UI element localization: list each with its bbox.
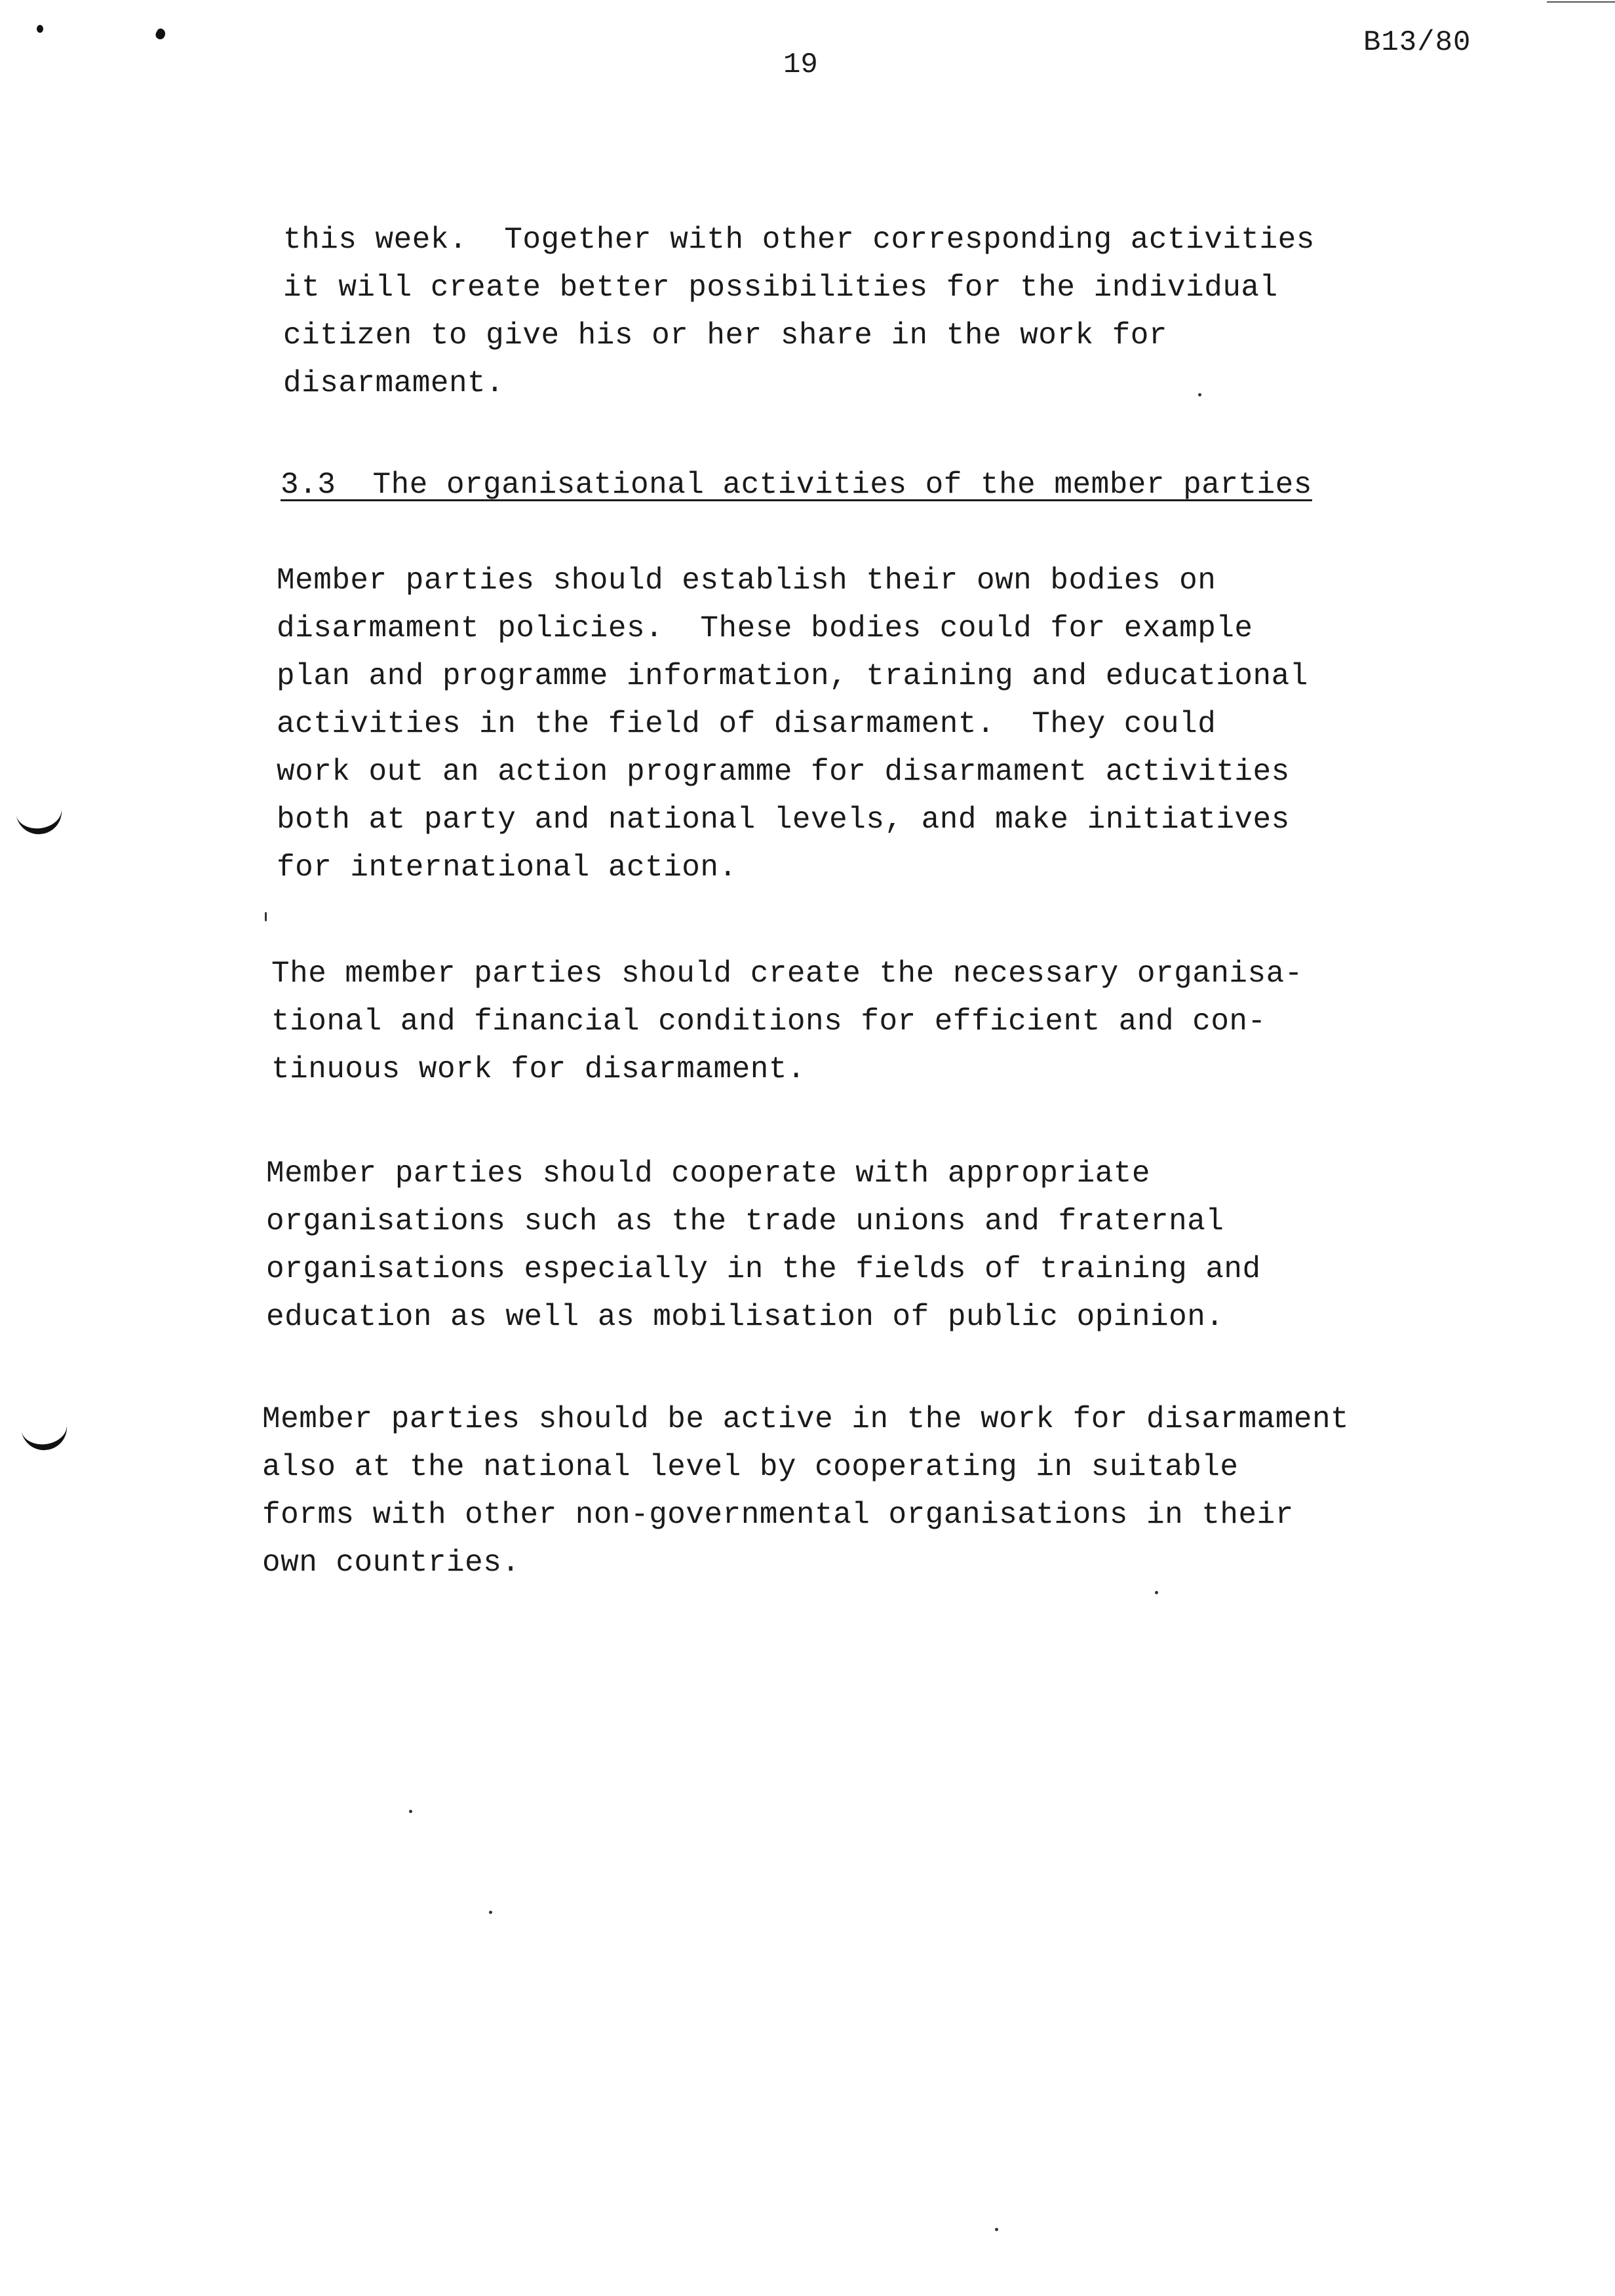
corner-scan-line — [1547, 1, 1615, 3]
paragraph-1: Member parties should establish their own bodies on disarmament policies. These bodies could for example plan and programme information, training and educational activities in the field of disarmament. They could work out an action programme for disarmament activities both at party and national levels, and make initiatives for international action. — [277, 564, 1308, 885]
section-heading: 3.3 The organisational activities of the member parties — [281, 468, 1312, 502]
page-number: 19 — [783, 48, 818, 81]
document-reference: B13/80 — [1363, 26, 1471, 59]
scan-speck — [409, 1810, 412, 1813]
paragraph-3: Member parties should cooperate with appropriate organisations such as the trade unions and fraternal organisations especially in the fields of training and education as well as mobilisation of public opinion. — [266, 1157, 1261, 1334]
paragraph-4: Member parties should be active in the work for disarmament also at the national level by cooperating in suitable forms with other non-governmental organisations in their own countries. — [262, 1402, 1350, 1580]
paragraph-2: The member parties should create the necessary organisa- tional and financial conditions for efficient and con- tinuous work for disarmament. — [271, 957, 1303, 1086]
scan-speck-top-left-2 — [154, 28, 167, 41]
continuation-paragraph: this week. Together with other corresponding activities it will create better possibilities for the individual citizen to give his or her share in the work for disarmament. — [283, 223, 1315, 400]
binder-mark-lower — [20, 1419, 69, 1453]
scan-speck — [1198, 393, 1201, 396]
scan-speck — [489, 1911, 492, 1914]
scan-speck-top-left — [37, 25, 43, 33]
scan-speck — [1155, 1591, 1158, 1594]
binder-mark-upper — [15, 803, 64, 837]
scan-speck — [995, 2228, 998, 2231]
scan-speck — [265, 912, 267, 921]
